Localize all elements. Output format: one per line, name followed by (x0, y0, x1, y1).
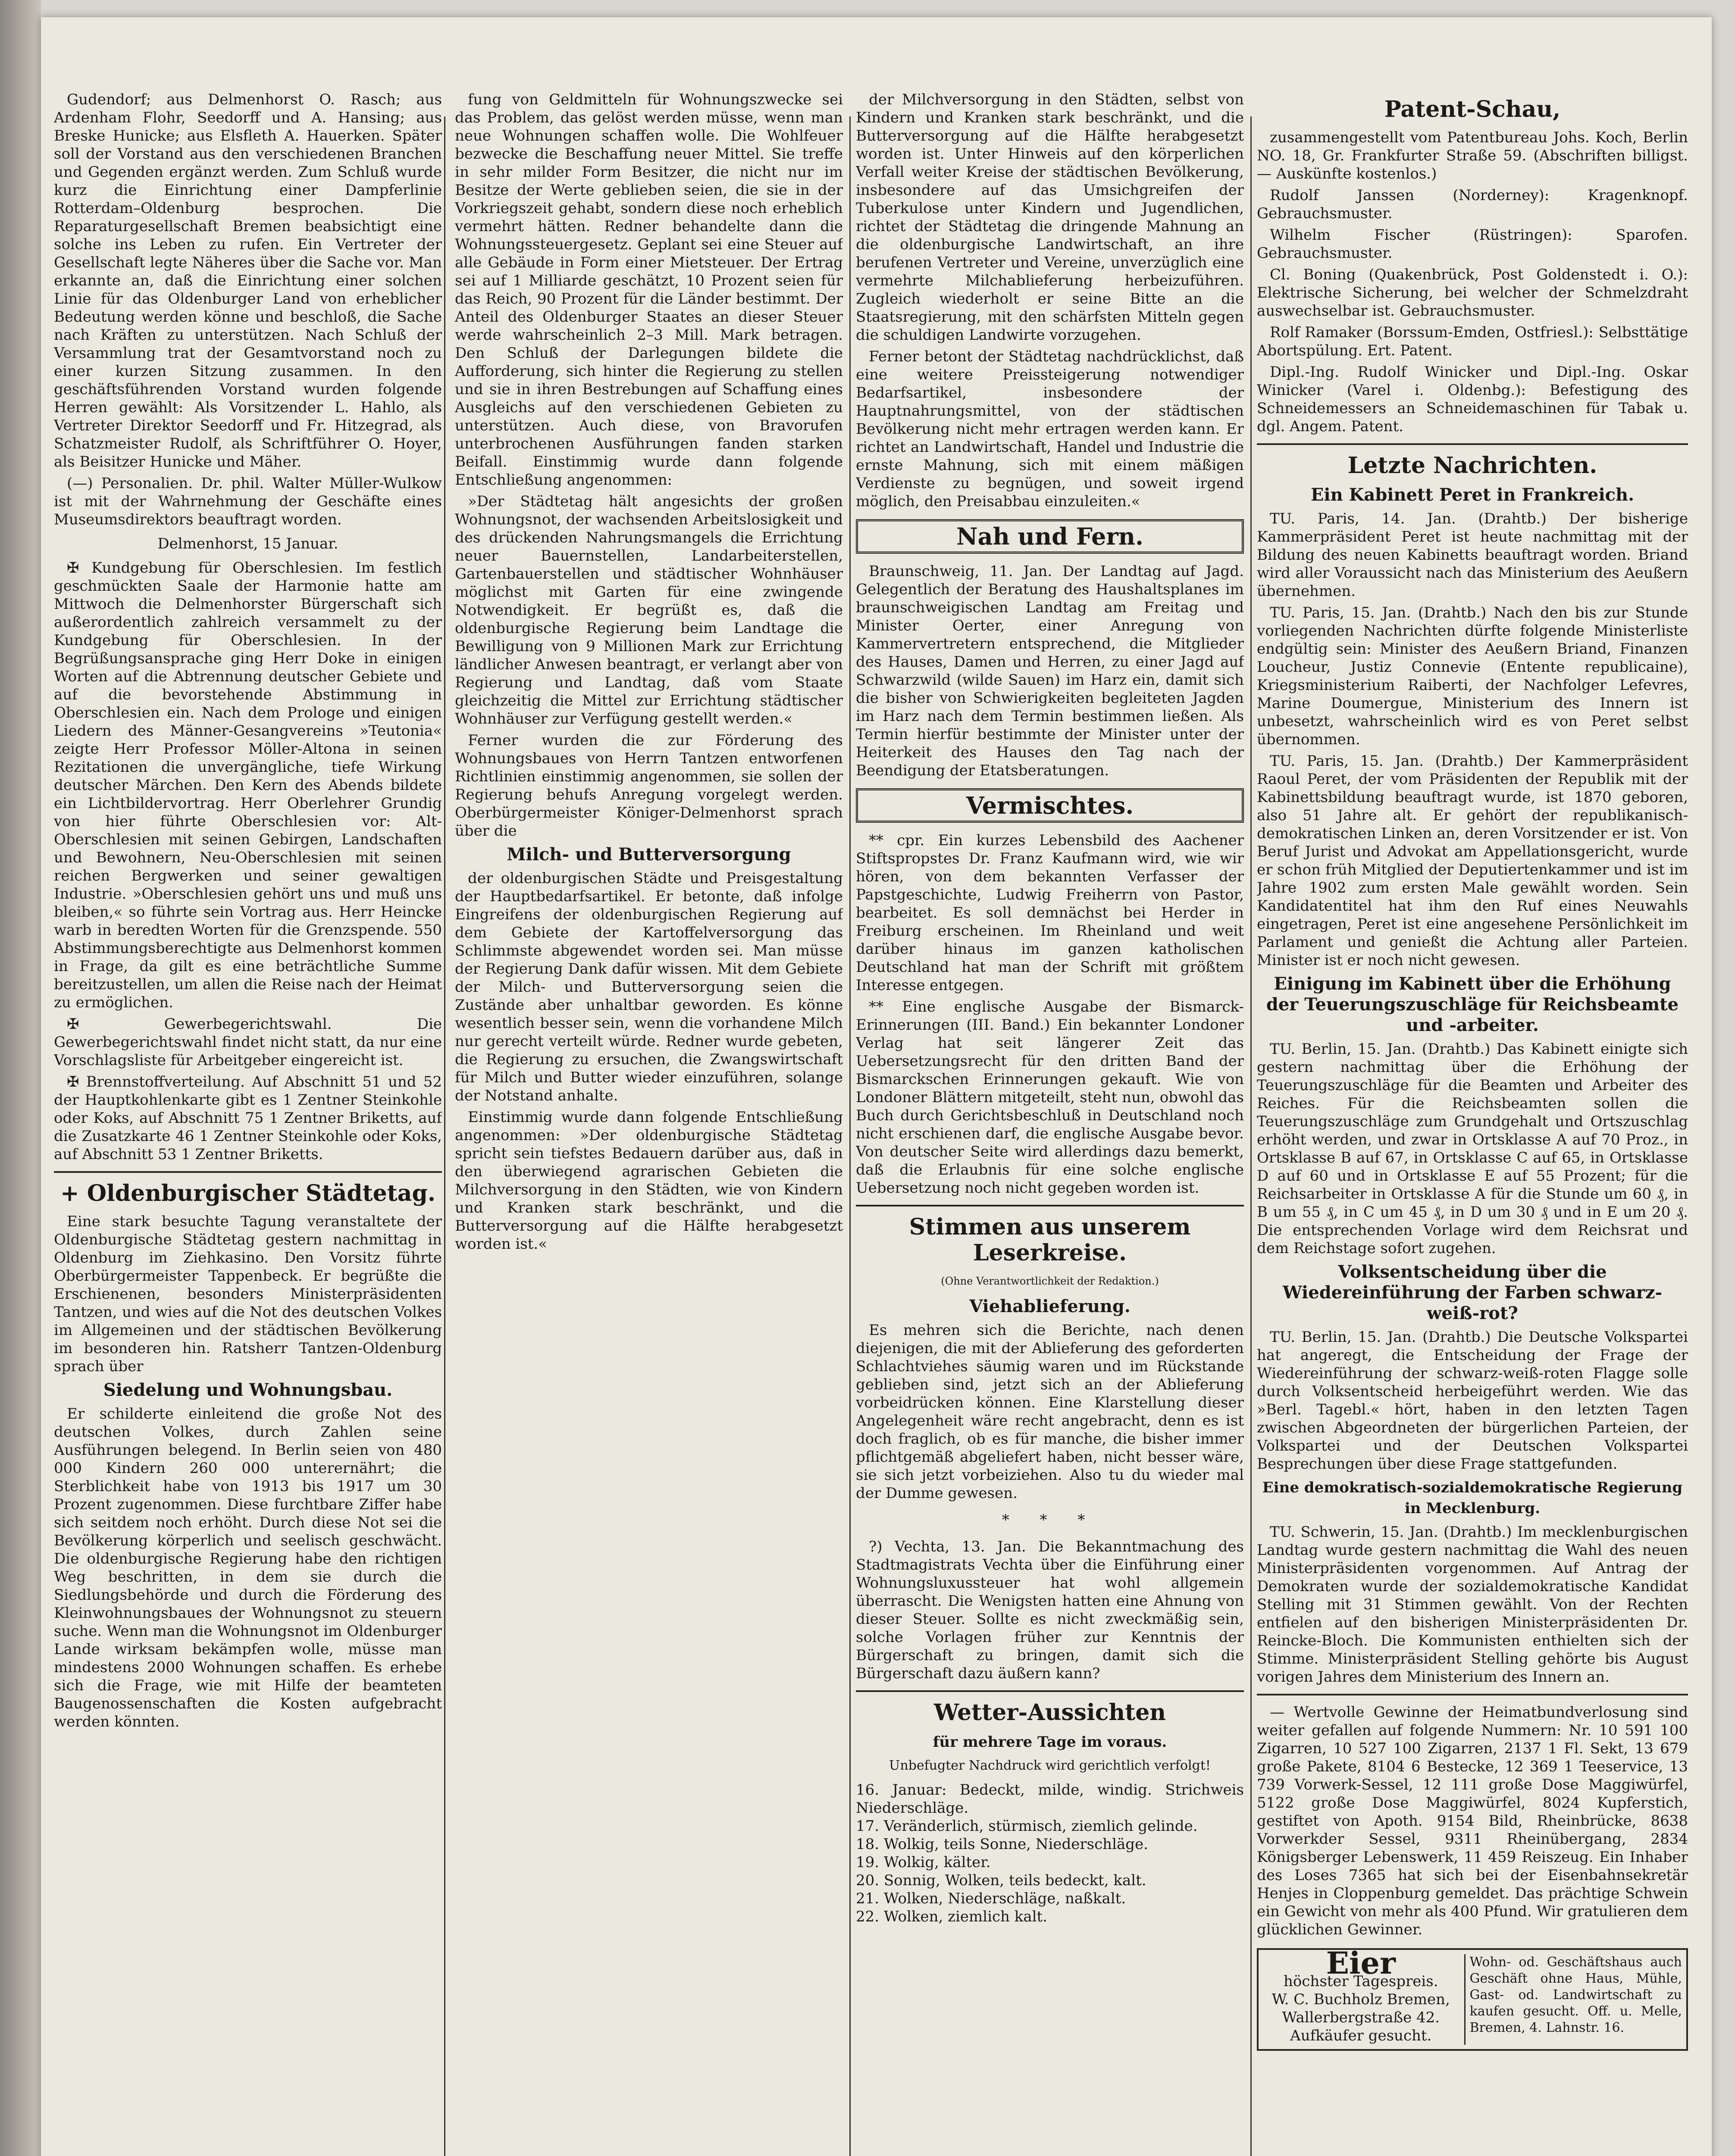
article-paragraph: Er schilderte einleitend die große Not des deutschen Volkes, durch Zahlen seine Ausführungen belegend. In Berlin seien von 480 000 Kindern 260 000 unterernährt; die Sterblichkeit habe von 1913 bis 1917 um 30 Prozent zugenommen. Diese furchtbare Ziffer habe sich seitdem noch erhöht. Durch diese Not sei die Bevölkerung körperlich und seelisch geschwächt. Die oldenburgische Regierung habe den richtigen Weg beschritten, in dem sie durch die Siedlungsbehörde und durch die Förderung des Kleinwohnungsbaues der Wohnungsnot zu steuern suche. Wenn man die Wohnungsnot im Oldenburger Lande wirksam bekämpfen wolle, müsse man mindestens 2000 Wohnungen schaffen. Es erhebe sich die Frage, wie mit Hilfe der beamteten Baugenossenschaften die Kosten aufgebracht werden könnten. (54, 1405, 442, 1730)
subheading: für mehrere Tage im voraus. (933, 1733, 1167, 1751)
weather-forecast-row: 21. Wolken, Niederschläge, naßkalt. (856, 1890, 1126, 1907)
article-paragraph: (—) Personalien. Dr. phil. Walter Müller-Wulkow ist mit der Wahrnehmung der Geschäfte eines Museumsdirektors beauftragt worden. (54, 475, 442, 528)
article-paragraph: ?) Vechta, 13. Jan. Die Bekanntmachung des Stadtmagistrats Vechta über die Einführung einer Wohnungsluxussteuer hat wohl allgemein überrascht. Die Wenigsten hatten eine Ahnung von dieser Steuer. Sollte es nicht zweckmäßig sein, solche Vorlagen früher zur Kenntnis der Bürgerschaft zu bringen, damit sich die Bürgerschaft dazu äußern kann? (856, 1538, 1244, 1682)
patent-entry: Rolf Ramaker (Borssum-Emden, Ostfriesl.): Selbsttätige Abortspülung. Ert. Patent. (1257, 324, 1688, 359)
column-4 (1257, 91, 1688, 2156)
column-2 (455, 91, 843, 2156)
article-paragraph: TU. Berlin, 15. Jan. (Drahtb.) Die Deutsche Volkspartei hat angeregt, die Entscheidung der Frage der Wiedereinführung der schwarz-weiß-roten Flagge solle durch Volksentscheid herbeigeführt werden. Wie das »Berl. Tagebl.« hört, haben in den letzten Tagen zwischen Abgeordneten der bürgerlichen Parteien, der Volkspartei und der Deutschen Volkspartei Besprechungen über diese Frage stattgefunden. (1257, 1329, 1688, 1473)
ad-line: W. C. Buchholz Bremen, Wallerbergstraße 42. (1271, 1991, 1450, 2026)
article-paragraph: ✠ Kundgebung für Oberschlesien. Im festlich geschmückten Saale der Harmonie hatte am Mittwoch die Delmenhorster Bürgerschaft sich außerordentlich zahlreich versammelt zu der Kundgebung für Oberschlesien. In der Begrüßungsansprache ging Herr Doke in einigen Worten auf die Abtrennung deutscher Gebiete und auf die bevorstehende Abstimmung in Oberschlesien ein. Nach dem Prologe und einigen Liedern des Männer-Gesangvereins »Teutonia« zeigte Herr Professor Möller-Altona in seinen Rezitationen die unvergängliche, tiefe Wirkung deutscher Märchen. Den Kern des Abends bildete ein Lichtbildervortrag. Herr Oberlehrer Grundig von hier führte Oberschlesien vor: Alt-Oberschlesien mit seinen Gebirgen, Landschaften und Bewohnern, Neu-Oberschlesien mit seinen reichen Bergwerken und seiner gewaltigen Industrie. »Oberschlesien gehört uns und muß uns bleiben,« so führte sein Vortrag aus. Herr Heincke warb in beredten Worten für die Grenzspende. 550 Abstimmungsberechtigte aus Delmenhorst kommen in Frage, da gilt es eine beträchtliche Summe bereitzustellen, um allen die Reise nach der Heimat zu ermöglichen. (54, 559, 442, 1011)
patent-entry: Dipl.-Ing. Rudolf Winicker und Dipl.-Ing. Oskar Winicker (Varel i. Oldenbg.): Befestigung des Schneidemessers an Schneidemaschinen für Tabak u. dgl. Angem. Patent. (1257, 364, 1688, 435)
section-heading: Letzte Nachrichten. (1347, 452, 1597, 479)
patent-entry: Wilhelm Fischer (Rüstringen): Sparofen. Gebrauchsmuster. (1257, 226, 1688, 262)
subheading: Siedelung und Wohnungsbau. (103, 1380, 393, 1400)
article-paragraph: ** Eine englische Ausgabe der Bismarck-Erinnerungen (III. Band.) Ein bekannter Londoner Verlag hat seit längerer Zeit das Uebersetzungsrecht für den dritten Band der Bismarckschen Erinnerungen gekauft. Wie von Londoner Blättern mitgeteilt, steht nun, obwohl das Buch durch Gerichtsbeschluß in Deutschland noch nicht erschienen darf, die englische Ausgabe bevor. Von deutscher Seite wird allerdings dazu bemerkt, daß die Erlaubnis für eine solche englische Uebersetzung noch nicht gegeben worden ist. (856, 998, 1244, 1197)
dateline: Delmenhorst, 15 Januar. (157, 535, 338, 552)
classified-ad (1257, 1945, 1688, 2051)
weather-forecast-row: 17. Veränderlich, stürmisch, ziemlich gelinde. (856, 1818, 1198, 1835)
weather-forecast-row: 16. Januar: Bedeckt, milde, windig. Strichweis Niederschläge. (856, 1781, 1244, 1817)
weather-forecast-row: 20. Sonnig, Wolken, teils bedeckt, kalt. (856, 1872, 1146, 1889)
divider (856, 1205, 1244, 1206)
article-paragraph: TU. Paris, 15. Jan. (Drahtb.) Nach den bis zur Stunde vorliegenden Nachrichten dürfte folgende Ministerliste endgültig sein: Minister des Aeußern Briand, Finanzen Loucheur, Justiz Connevie (Entente republicaine), Kriegsministerium Raiberti, der Nachfolger Lefevres, Marine Doumergue, Ministerium des Innern ist unbesetzt, wahrscheinlich wird es von Peret selbst übernommen. (1257, 604, 1688, 748)
section-heading: Stimmen aus unserem Leserkreise. (909, 1214, 1191, 1266)
column-1 (54, 91, 442, 2156)
article-paragraph: ** cpr. Ein kurzes Lebensbild des Aachener Stiftspropstes Dr. Franz Kaufmann wird, wie wir hören, von dem bekannten Verfasser der Papstgeschichte, Ludwig Freiherrn von Pastor, bearbeitet. Es soll demnächst bei Herder in Freiburg erscheinen. Im Rheinland und weit darüber hinaus im ganzen katholischen Deutschland hat man der Schrift mit größtem Interesse entgegen. (856, 832, 1244, 994)
ad-eggs (1263, 1945, 1459, 2045)
newspaper-page (41, 17, 1712, 2156)
ad-title: Eier (1326, 1945, 1396, 1981)
patent-entry: Cl. Boning (Quakenbrück, Post Goldenstedt i. O.): Elektrische Sicherung, bei welcher der Schmelzdraht auswechselbar ist. Gebrauchsmuster. (1257, 266, 1688, 320)
article-paragraph: — Wertvolle Gewinne der Heimatbundverlosung sind weiter gefallen auf folgende Nummern: Nr. 10 591 100 Zigarren, 10 527 100 Zigarren, 2137 1 Fl. Sekt, 13 679 große Pakete, 8104 6 Bestecke, 12 369 1 Teeservice, 13 739 Vorwerk-Sessel, 12 111 große Dose Maggiwürfel, 5122 große Dose Maggiwürfel, 8024 Kupferstich, gestiftet von Apoth. 9154 Bild, Rheinbrücke, 8638 Vorwerkder Sessel, 9311 Rheinübergang, 2834 Königsberger Lebenswerk, 11 459 Reiszeug. Ein Inhaber des Loses 7365 hat sich bei der Eisenbahnsekretär Henjes in Cloppenburg gemeldet. Das prächtige Schwein ein Gewicht von mehr als 400 Pfund. Wir gratulieren dem glücklichen Gewinner. (1257, 1704, 1688, 1938)
subheading: Volksentscheidung über die Wiedereinführung der Farben schwarz-weiß-rot? (1282, 1262, 1663, 1323)
weather-forecast-row: 22. Wolken, ziemlich kalt. (856, 1908, 1047, 1925)
separator-stars: * * * (1002, 1511, 1098, 1529)
article-paragraph: Braunschweig, 11. Jan. Der Landtag auf Jagd. Gelegentlich der Beratung des Haushaltsplanes im braunschweigischen Landtag am Freitag und Minister Oerter, einer Anregung von Kammervertretern entsprechend, die Mitglieder des Hauses, Damen und Herren, zu einer Jagd auf Schwarzwild (wilde Sauen) im Harz ein, damit sich die bisher von Schwierigkeiten begleiteten Jagden im Harz nach dem Termin bestimmen ließen. Als Termin hierfür bestimmte der Minister unter der Heiterkeit des Hauses den Tag nach der Beendigung der Etatsberatungen. (856, 563, 1244, 779)
article-paragraph: der oldenburgischen Städte und Preisgestaltung der Hauptbedarfsartikel. Er betonte, daß infolge Eingreifens der oldenburgischen Regierung auf dem Gebiete der Kartoffelversorgung das Schlimmste abgewendet worden sei. Man müsse der Regierung Dank dafür wissen. Mit dem Gebiete der Milch- und Butterversorgung seien die Zustände aber unhaltbar geworden. Es könne wesentlich besser sein, wenn die vorhandene Milch nur gerecht verteilt würde. Redner wurde gebeten, die Regierung zu ersuchen, die Zwangswirtschaft für Milch und Butter wieder einzuführen, solange der Notstand anhalte. (455, 870, 843, 1104)
subheading: Viehablieferung. (969, 1296, 1131, 1316)
section-heading: Wetter-Aussichten (933, 1699, 1166, 1726)
subheading: Einigung im Kabinett über die Erhöhung der Teuerungszuschläge für Reichsbeamte und -arbeiter. (1266, 974, 1679, 1035)
article-paragraph: der Milchversorgung in den Städten, selbst von Kindern und Kranken stark beschränkt, und die Butterversorgung auf die Hälfte herabgesetzt worden ist. Unter Hinweis auf den körperlichen Verfall weiter Kreise der städtischen Bevölkerung, insbesondere auf das Umsichgreifen der Tuberkulose unter Kindern und Jugendlichen, richtet der Städtetag die dringende Mahnung an die oldenburgische Landwirtschaft, an ihre berufenen Vertreter und Vereine, unverzüglich eine vermehrte Milchablieferung herbeizuführen. Zugleich wiederholt er seine Bitte an die Staatsregierung, mit den schärfsten Mitteln gegen die schuldigen Landwirte vorzugehen. (856, 91, 1244, 344)
column-divider (444, 116, 445, 2156)
article-paragraph: zusammengestellt vom Patentbureau Johs. Koch, Berlin NO. 18, Gr. Frankfurter Straße 59. (Abschriften billigst. — Auskünfte kostenlos.) (1257, 129, 1688, 182)
article-paragraph: TU. Paris, 15. Jan. (Drahtb.) Der Kammerpräsident Raoul Peret, der vom Präsidenten der Republik mit der Kabinettsbildung beauftragt wurde, ist 1870 geboren, also 51 Jahre alt. Er gehört der republikanisch-demokratischen Linken an, deren Vorsitzender er ist. Von Beruf Jurist und Advokat am Appellationsgericht, wurde er schon früh Mitglied der Deputiertenkammer und ist im Jahre 1902 zum ersten Male gewählt worden. Sein Kandidatentitel hat ihm den Ruf eines Neuwahls eingetragen, Peret ist eine angesehene Persönlichkeit im Parlament und genießt die Achtung aller Parteien. Minister ist er noch nicht gewesen. (1257, 752, 1688, 969)
divider (1257, 443, 1688, 445)
ad-line: Aufkäufer gesucht. (1290, 2027, 1432, 2044)
article-paragraph: ✠ Gewerbegerichtswahl. Die Gewerbegerichtswahl findet nicht statt, da nur eine Vorschlagsliste für Arbeitgeber eingereicht ist. (54, 1015, 442, 1069)
editorial-note: (Ohne Verantwortlichkeit der Redaktion.) (941, 1275, 1159, 1287)
article-paragraph: Es mehren sich die Berichte, nach denen diejenigen, die mit der Ablieferung des geforderten Schlachtviehes säumig waren und im Rückstande geblieben sind, jetzt sich an der Ablieferung vorbeidrücken können. Eine Klarstellung dieser Angelegenheit wäre recht angebracht, denn es ist doch fraglich, ob es für manche, die bisher immer pflichtgemäß abgeliefert haben, nicht besser wäre, sie sich jetzt vorbeiziehen. Also tu du wieder mal der Dumme gewesen. (856, 1322, 1244, 1502)
subheading: Eine demokratisch-sozialdemokratische Regierung in Mecklenburg. (1262, 1479, 1683, 1517)
section-heading: + Oldenburgischer Städtetag. (60, 1180, 435, 1206)
divider (856, 1690, 1244, 1692)
weather-forecast-row: 19. Wolkig, kälter. (856, 1854, 991, 1871)
article-paragraph: Ferner wurden die zur Förderung des Wohnungsbaues von Herrn Tantzen entworfenen Richtlinien einstimmig angenommen, sie sollen der Regierung behufs Anregung vorgelegt werden. Oberbürgermeister Königer-Delmenhorst sprach über die (455, 732, 843, 840)
divider (1257, 1694, 1688, 1695)
subheading: Ein Kabinett Peret in Frankreich. (1310, 485, 1635, 505)
weather-forecast-row: 18. Wolkig, teils Sonne, Niederschläge. (856, 1836, 1148, 1853)
patent-entry: Rudolf Janssen (Norderney): Kragenknopf. Gebrauchsmuster. (1257, 187, 1688, 222)
section-heading: Patent-Schau, (1384, 96, 1561, 122)
article-paragraph: Eine stark besuchte Tagung veranstaltete der Oldenburgische Städtetag gestern nachmittag in Oldenburg im Ziehkasino. Den Vorsitz führte Oberbürgermeister Tappenbeck. Er begrüßte die Erschienenen, besonders Ministerpräsidenten Tantzen, und wies auf die Not des deutschen Volkes im Allgemeinen und der städtischen Bevölkerung im besonderen hin. Ratsherr Tantzen-Oldenburg sprach über (54, 1213, 442, 1375)
article-paragraph: »Der Städtetag hält angesichts der großen Wohnungsnot, der wachsenden Arbeitslosigkeit und des drückenden Nahrungsmangels die Errichtung neuer Bauernstellen, Landarbeiterstellen, Gartenbauerstellen und städtischer Wohnhäuser möglichst mit Garten für eine zwingende Notwendigkeit. Er begrüßt es, daß die oldenburgische Regierung beim Landtage die Bewilligung von 9 Millionen Mark zur Errichtung ländlicher Anwesen beantragt, er verlangt aber von Regierung und Landtag, daß vom Staate gleichzeitig die Mittel zur Errichtung städtischer Wohnhäuser zur Verfügung gestellt werden.« (455, 493, 843, 727)
section-box-heading: Nah und Fern. (856, 519, 1244, 554)
binding-spine (0, 0, 41, 2156)
ad-property: Wohn- od. Geschäftshaus auch Geschäft ohne Haus, Mühle, Gast- od. Landwirtschaft zu kaufen gesucht. Off. u. Melle, Bremen, 4. Lahnstr. 16. (1464, 1954, 1682, 2045)
article-paragraph: TU. Paris, 14. Jan. (Drahtb.) Der bisherige Kammerpräsident Peret ist heute nachmittag mit der Bildung des neuen Kabinetts beauftragt worden. Briand wird aller Voraussicht nach das Ministerium des Aeußern übernehmen. (1257, 510, 1688, 600)
subheading: Milch- und Butterversorgung (507, 844, 791, 865)
article-paragraph: Ferner betont der Städtetag nachdrücklichst, daß eine weitere Preissteigerung notwendiger Bedarfsartikel, insbesondere der Hauptnahrungsmittel, von der städtischen Bevölkerung nicht mehr ertragen werden kann. Er richtet an Landwirtschaft, Handel und Industrie die ernste Mahnung, sich mit einem mäßigen Verdienste zu begnügen, und soweit irgend möglich, den Preisabbau einzuleiten.« (856, 348, 1244, 510)
column-divider (849, 116, 851, 2156)
article-paragraph: ✠ Brennstoffverteilung. Auf Abschnitt 51 und 52 der Hauptkohlenkarte gibt es 1 Zentner Steinkohle oder Koks, auf Abschnitt 75 1 Zentner Briketts, auf die Zusatzkarte 46 1 Zentner Steinkohle oder Koks, auf Abschnitt 53 1 Zentner Briketts. (54, 1073, 442, 1163)
column-divider (1250, 116, 1252, 2156)
article-paragraph: Gudendorf; aus Delmenhorst O. Rasch; aus Ardenham Flohr, Seedorff und A. Hansing; aus Breske Hunicke; aus Elsfleth A. Hauerken. Später soll der Vorstand aus den verschiedenen Branchen und Gegenden ergänzt werden. Zum Schluß wurde kurz die Einrichtung einer Dampferlinie Rotterdam–Oldenburg besprochen. Die Reparaturgesellschaft Bremen beabsichtigt eine solche ins Leben zu rufen. Ein Vertreter der Gesellschaft legte Näheres über die Sache vor. Man erkannte an, daß die Einrichtung einer solchen Linie für das Oldenburger Land von erheblicher Bedeutung werden könne und beschloß, die Sache nach Kräften zu unterstützen. Nach Schluß der Versammlung trat der Gesamtvorstand noch zu einer kurzen Sitzung zusammen. In den geschäftsführenden Vorstand wurden folgende Herren gewählt: Als Vorsitzender L. Hahlo, als Vertreter Direktor Seedorff und Fr. Hitzegrad, als Schatzmeister Rudolf, als Schriftführer O. Hoyer, als Beisitzer Hunicke und Mäher. (54, 91, 442, 470)
article-paragraph: TU. Berlin, 15. Jan. (Drahtb.) Das Kabinett einigte sich gestern nachmittag über die Erhöhung der Teuerungszuschläge für die Beamten und Arbeiter des Reiches. Für die Reichsbeamten sollen die Teuerungszuschläge zum Grundgehalt und Ortszuschlag erhöht werden, und zwar in Ortsklasse A auf 70 Proz., in Ortsklasse B auf 67, in Ortsklasse C auf 65, in Ortsklasse D auf 60 und in Ortsklasse E auf 55 Prozent; für die Reichsarbeiter in Ortsklasse A für die Stunde um 60 ₰, in B um 55 ₰, in C um 45 ₰, in D um 30 ₰ und in E um 20 ₰. Die entsprechenden Vorlage wird dem Reichsrat und dem Reichstage sofort zugehen. (1257, 1040, 1688, 1257)
column-3 (856, 91, 1244, 2156)
ad-line: höchster Tagespreis. (1284, 1973, 1438, 1990)
divider (54, 1171, 442, 1173)
article-paragraph: Einstimmig wurde dann folgende Entschließung angenommen: »Der oldenburgische Städtetag spricht sein tiefstes Bedauern darüber aus, daß in den überwiegend agrarischen Gebieten die Milchversorgung in den Städten, wie von Kindern und Kranken stark beschränkt, und die Butterversorgung auf die Hälfte herabgesetzt worden ist.« (455, 1109, 843, 1253)
article-paragraph: fung von Geldmitteln für Wohnungszwecke sei das Problem, das gelöst werden müsse, wenn man neue Wohnungen schaffen wolle. Die Wohlfeuer bezwecke die Beschaffung neuer Mittel. Sie treffe in sehr milder Form Besitzer, die nicht nur im Besitze der Werte geblieben seien, die sie in der Vorkriegszeit gehabt, sondern diese noch erheblich vermehrt hätten. Redner behandelte dann die Wohnungssteuergesetz. Geplant sei eine Steuer auf alle Gebäude in Form einer Mietsteuer. Der Ertrag sei auf 1 Milliarde geschätzt, 10 Prozent seien für das Reich, 90 Prozent für die Länder bestimmt. Der Anteil des Oldenburger Staates an dieser Steuer werde wahrscheinlich 2–3 Mill. Mark betragen. Den Schluß der Darlegungen bildete die Aufforderung, sich hinter die Regierung zu stellen und sie in ihren Bestrebungen auf Schaffung eines Ausgleichs auf den verschiedenen Gebieten zu unterstützen. Auch diese, von Bravorufen unterbrochenen Ausführungen fanden starken Beifall. Einstimmig wurde dann folgende Entschließung angenommen: (455, 91, 843, 489)
section-box-heading: Vermischtes. (856, 788, 1244, 823)
reprint-note: Unbefugter Nachdruck wird gerichtlich verfolgt! (889, 1758, 1211, 1773)
article-paragraph: TU. Schwerin, 15. Jan. (Drahtb.) Im mecklenburgischen Landtag wurde gestern nachmittag die Wahl des neuen Ministerpräsidenten vorgenommen. Auf Antrag der Demokraten wurde der sozialdemokratische Kandidat Stelling mit 31 Stimmen gewählt. Von der Rechten entfielen auf den bisherigen Ministerpräsidenten Dr. Reincke-Bloch. Die Kommunisten enthielten sich der Stimme. Ministerpräsident Stelling gehörte bis August vorigen Jahres dem Ministerium des Innern an. (1257, 1523, 1688, 1686)
